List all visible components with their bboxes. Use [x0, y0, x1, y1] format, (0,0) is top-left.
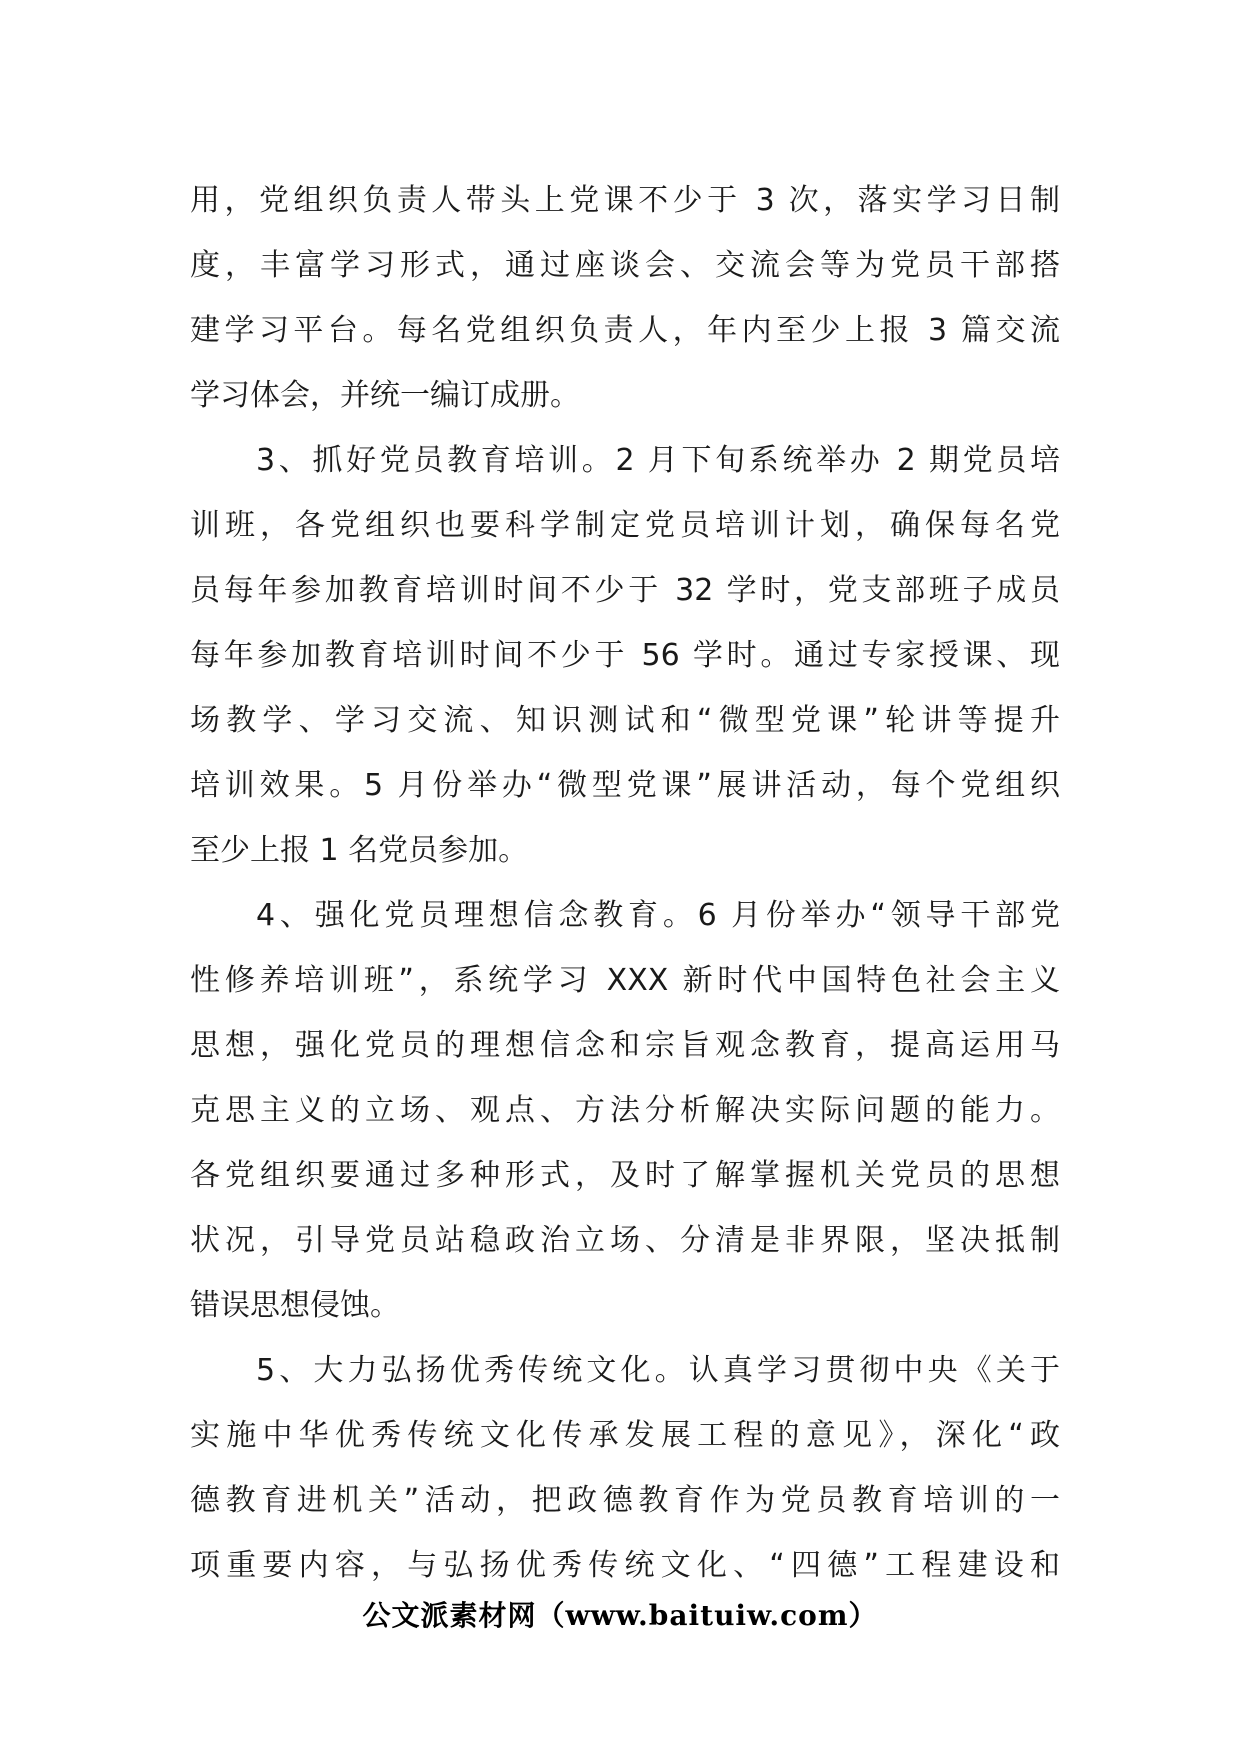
text-line: 员每年参加教育培训时间不少于 32 学时，党支部班子成员: [190, 573, 1060, 608]
text-line: 克思主义的立场、观点、方法分析解决实际问题的能力。: [190, 1093, 1060, 1128]
text-line: 度，丰富学习形式，通过座谈会、交流会等为党员干部搭: [190, 248, 1060, 283]
text-line: 性修养培训班”，系统学习 XXX 新时代中国特色社会主义: [190, 963, 1060, 998]
text-line: 项重要内容，与弘扬优秀传统文化、“四德”工程建设和: [190, 1548, 1060, 1583]
footer-watermark: 公文派素材网（www.baituiw.com）: [362, 1599, 878, 1632]
text-line: 思想，强化党员的理想信念和宗旨观念教育，提高运用马: [190, 1028, 1060, 1063]
text-line: 培训效果。5 月份举办“微型党课”展讲活动，每个党组织: [190, 768, 1060, 803]
text-line: 各党组织要通过多种形式，及时了解掌握机关党员的思想: [190, 1158, 1060, 1193]
text-line: 错误思想侵蚀。: [190, 1288, 400, 1323]
text-line: 场教学、学习交流、知识测试和“微型党课”轮讲等提升: [190, 703, 1060, 738]
text-line: 实施中华优秀传统文化传承发展工程的意见》，深化“政: [190, 1418, 1060, 1453]
paragraph-3-heading-line: 3、抓好党员教育培训。2 月下旬系统举办 2 期党员培: [256, 443, 1060, 478]
text-line: 德教育进机关”活动，把政德教育作为党员教育培训的一: [190, 1483, 1060, 1518]
text-line: 状况，引导党员站稳政治立场、分清是非界限，坚决抵制: [190, 1223, 1060, 1258]
text-line: 训班，各党组织也要科学制定党员培训计划，确保每名党: [190, 508, 1060, 543]
paragraph-5-heading-line: 5、大力弘扬优秀传统文化。认真学习贯彻中央《关于: [256, 1353, 1060, 1388]
paragraph-4-heading-line: 4、强化党员理想信念教育。6 月份举办“领导干部党: [256, 898, 1060, 933]
text-line: 用，党组织负责人带头上党课不少于 3 次，落实学习日制: [190, 183, 1060, 218]
text-line: 至少上报 1 名党员参加。: [190, 833, 529, 868]
text-line: 每年参加教育培训时间不少于 56 学时。通过专家授课、现: [190, 638, 1060, 673]
text-line: 学习体会，并统一编订成册。: [190, 378, 580, 413]
document-body: [190, 168, 1060, 1598]
text-line: 建学习平台。每名党组织负责人，年内至少上报 3 篇交流: [190, 313, 1060, 348]
